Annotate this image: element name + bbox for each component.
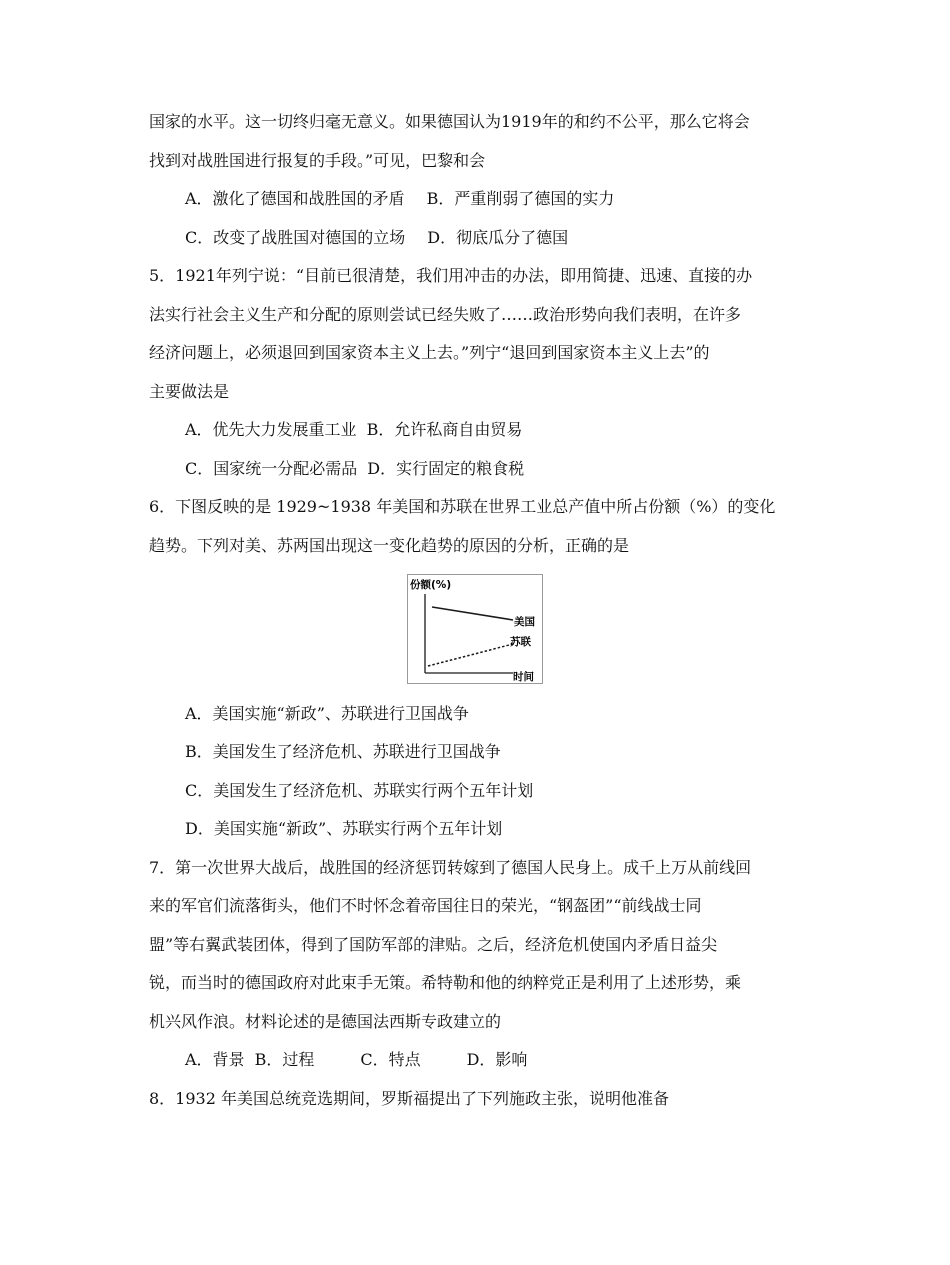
q5-option-b: B．允许私商自由贸易 [366, 420, 523, 439]
y-axis-label: 份额(%) [410, 579, 452, 591]
q7-stem-line-5: 机兴风作浪。材料论述的是德国法西斯专政建立的 [149, 1012, 502, 1031]
q7-option-b: B．过程 [254, 1050, 315, 1069]
q6-stem-line-1: 6．下图反映的是 1929~1938 年美国和苏联在世界工业总产值中所占份额（%）的变化 [149, 497, 776, 516]
ussr-series-label: 苏联 [510, 636, 531, 648]
q5-stem-line-1: 5．1921年列宁说：“目前已很清楚，我们用冲击的办法，即用简捷、迅速、直接的办 [149, 266, 753, 285]
q6-stem-line-2: 趋势。下列对美、苏两国出现这一变化趋势的原因的分析，正确的是 [149, 536, 630, 555]
q7-stem-line-2: 来的军官们流落街头，他们不时怀念着帝国往日的荣光，“钢盔团”“前线战士同 [149, 896, 702, 915]
q5-option-a: A．优先大力发展重工业 [185, 420, 357, 439]
q5-stem-line-3: 经济问题上，必须退回到国家资本主义上去。”列宁“退回到国家资本主义上去”的 [149, 343, 710, 362]
q7-stem-line-1: 7．第一次世界大战后，战胜国的经济惩罚转嫁到了德国人民身上。成千上万从前线回 [149, 858, 752, 877]
q5-stem-line-4: 主要做法是 [149, 382, 230, 401]
q8-stem-line-1: 8．1932 年美国总统竞选期间，罗斯福提出了下列施政主张，说明他准备 [149, 1089, 669, 1108]
q7-option-row [185, 1050, 527, 1070]
q4-option-c: C．改变了战胜国对德国的立场 [185, 228, 406, 247]
q7-stem-line-3: 盟”等右翼武装团体，得到了国防军部的津贴。之后，经济危机使国内矛盾日益尖 [149, 935, 718, 954]
q5-stem-line-2: 法实行社会主义生产和分配的原则尝试已经失败了……政治形势向我们表明，在许多 [149, 305, 742, 324]
q7-option-a: A．背景 [185, 1050, 245, 1069]
q6-option-c: C．美国发生了经济危机、苏联实行两个五年计划 [185, 781, 534, 800]
usa-series-label: 美国 [514, 616, 535, 628]
trend-figure [407, 574, 543, 684]
q7-stem-line-4: 锐，而当时的德国政府对此束手无策。希特勒和他的纳粹党正是利用了上述形势，乘 [149, 973, 742, 992]
q4-option-a: A．激化了德国和战胜国的矛盾 [185, 189, 405, 208]
q7-option-d: D．影响 [466, 1050, 528, 1069]
q4-option-b: B．严重削弱了德国的实力 [426, 189, 615, 208]
q7-option-c: C．特点 [360, 1050, 421, 1069]
q4-stem-line-1: 国家的水平。这一切终归毫无意义。如果德国认为1919年的和约不公平，那么它将会 [149, 112, 750, 131]
q4-option-row-2 [185, 228, 568, 248]
x-axis-label: 时间 [513, 671, 534, 683]
q5-option-d: D．实行固定的粮食税 [367, 459, 525, 478]
q6-option-a: A．美国实施“新政”、苏联进行卫国战争 [185, 704, 469, 723]
q5-option-row-1 [185, 420, 522, 440]
q6-option-d: D．美国实施“新政”、苏联实行两个五年计划 [185, 819, 503, 838]
q5-option-c: C．国家统一分配必需品 [185, 459, 358, 478]
trend-figure-svg [407, 574, 543, 684]
q5-option-row-2 [185, 459, 524, 479]
q4-option-row-1 [185, 189, 614, 209]
q4-option-d: D．彻底瓜分了德国 [427, 228, 569, 247]
q6-option-b: B．美国发生了经济危机、苏联进行卫国战争 [185, 742, 501, 761]
q4-stem-line-2: 找到对战胜国进行报复的手段。”可见，巴黎和会 [149, 151, 486, 170]
